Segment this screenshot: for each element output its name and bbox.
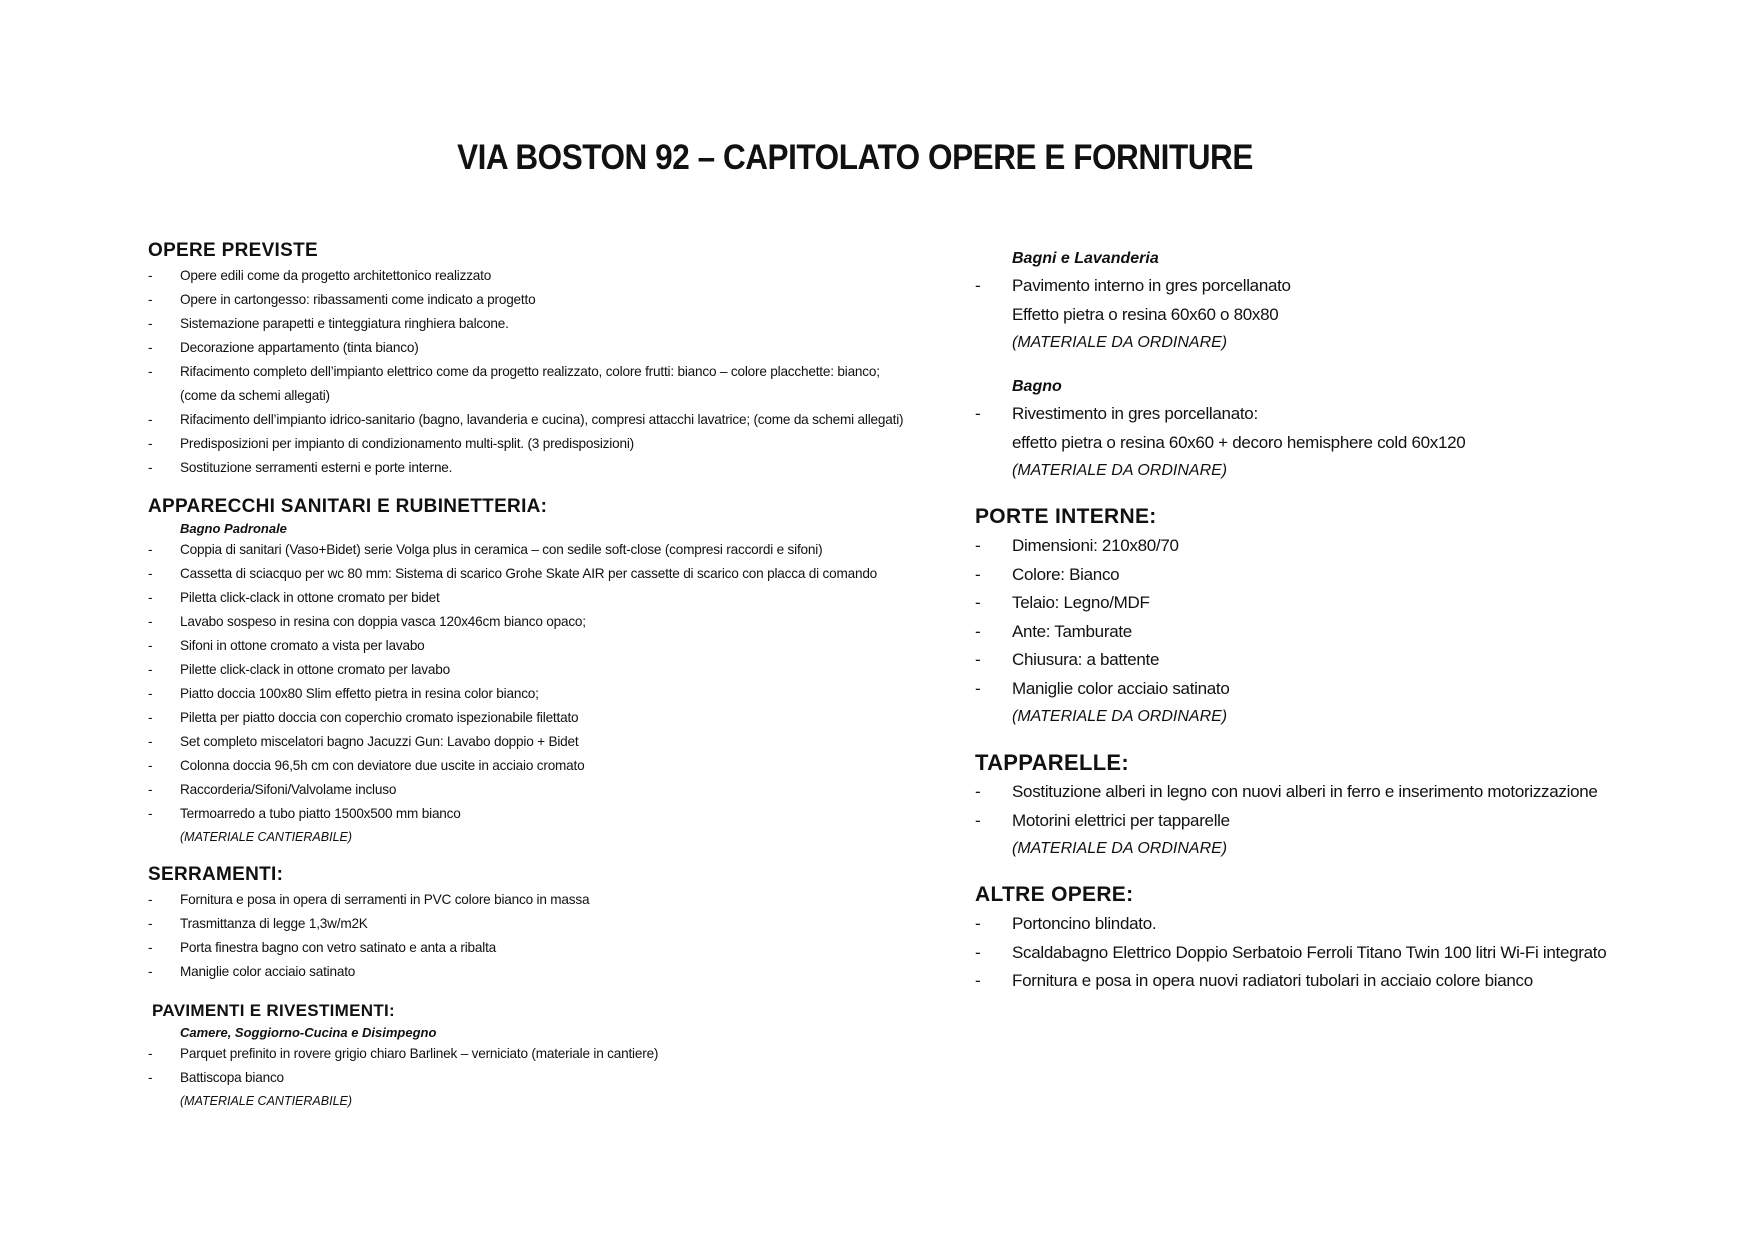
section-bagno [975,374,1735,484]
list-item: - Piletta per piatto doccia con coperchio cromato ispezionabile filettato [148,710,579,725]
material-note: (MATERIALE DA ORDINARE) [1012,334,1228,351]
material-note: (MATERIALE CANTIERABILE) [180,1094,353,1108]
list-item: - Opere in cartongesso: ribassamenti come indicato a progetto [148,292,536,307]
list-item: - Raccorderia/Sifoni/Valvolame incluso [148,782,397,797]
list-item: - Chiusura: a battente [975,650,1160,669]
list-item: - Opere edili come da progetto architettonico realizzato [148,268,492,283]
section-sanitari [148,494,978,848]
list-item: - Porta finestra bagno con vetro satinato e anta a ribalta [148,940,497,955]
list-item: - Portoncino blindato. [975,914,1157,933]
list-item: - Decorazione appartamento (tinta bianco) [148,340,419,355]
list-item: - Pavimento interno in gres porcellanato [975,276,1291,295]
section-altre-opere [975,880,1735,996]
list-item: - Trasmittanza di legge 1,3w/m2K [148,916,368,931]
material-note: (MATERIALE DA ORDINARE) [1012,840,1228,857]
list-item: - Fornitura e posa in opera di serramenti in PVC colore bianco in massa [148,892,590,907]
section-porte-interne [975,502,1735,730]
list-item: - Piatto doccia 100x80 Slim effetto pietra in resina color bianco; [148,686,539,701]
section-heading: PORTE INTERNE: [975,505,1157,528]
list-item: - Sostituzione serramenti esterni e porte interne. [148,460,453,475]
list-item: - Ante: Tamburate [975,621,1132,641]
section-heading: PAVIMENTI E RIVESTIMENTI: [152,1001,395,1020]
bullet-list [975,910,1735,996]
material-note: (MATERIALE DA ORDINARE) [1012,462,1228,479]
list-item: - Parquet prefinito in rovere grigio chiaro Barlinek – verniciato (materiale in cantiere) [148,1046,659,1061]
right-column [975,246,1735,996]
list-item: - Colore: Bianco [975,564,1120,584]
section-heading: ALTRE OPERE: [975,883,1134,906]
list-item: - Rifacimento dell’impianto idrico-sanitario (bagno, lavanderia e cucina), compresi attacchi lavatrice; (come da schemi allegati) [148,412,904,427]
subsection-heading: Bagno [1012,378,1062,395]
section-serramenti [148,862,978,984]
list-item: - Sostituzione alberi in legno con nuovi alberi in ferro e inserimento motorizzazione [975,782,1598,801]
list-item-continuation: effetto pietra o resina 60x60 + decoro hemisphere cold 60x120 [1012,432,1466,452]
list-item: - Motorini elettrici per tapparelle [975,810,1230,830]
left-column [148,238,978,1112]
bullet-list [148,264,978,384]
list-item: - Termoarredo a tubo piatto 1500x500 mm bianco [148,806,461,821]
material-note: (MATERIALE CANTIERABILE) [180,830,353,844]
bullet-list [148,538,978,826]
page-title: VIA BOSTON 92 – CAPITOLATO OPERE E FORNITURE [457,138,1253,177]
list-item: - Set completo miscelatori bagno Jacuzzi Gun: Lavabo doppio + Bidet [148,734,579,749]
list-item: - Coppia di sanitari (Vaso+Bidet) serie Volga plus in ceramica – con sedile soft-close (compresi raccordi e sifoni) [148,542,823,557]
list-item: - Telaio: Legno/MDF [975,593,1150,612]
bullet-list [975,532,1735,703]
list-item: - Fornitura e posa in opera nuovi radiatori tubolari in acciaio colore bianco [975,971,1533,990]
list-item: - Predisposizioni per impianto di condizionamento multi-split. (3 predisposizioni) [148,436,634,451]
list-item-continuation: Effetto pietra o resina 60x60 o 80x80 [1012,304,1279,324]
material-note: (MATERIALE DA ORDINARE) [1012,708,1228,725]
list-item: - Lavabo sospeso in resina con doppia vasca 120x46cm bianco opaco; [148,614,586,629]
bullet-list [148,408,978,480]
list-item: - Rivestimento in gres porcellanato: [975,404,1258,423]
list-item: - Pilette click-clack in ottone cromato per lavabo [148,662,450,677]
section-opere-previste [148,238,978,480]
subsection-heading: Bagni e Lavanderia [1012,250,1159,267]
list-item: - Cassetta di sciacquo per wc 80 mm: Sistema di scarico Grohe Skate AIR per cassette di scarico con placca di comando [148,566,878,581]
list-item: - Maniglie color acciaio satinato [148,964,356,979]
list-item: - Rifacimento completo dell’impianto elettrico come da progetto realizzato, colore frutti: bianco – colore placchette: bianco; [148,364,880,379]
section-heading: APPARECCHI SANITARI E RUBINETTERIA: [148,496,548,517]
bullet-list [975,778,1735,835]
section-heading: OPERE PREVISTE [148,240,318,261]
section-tapparelle [975,748,1735,862]
bullet-list [148,888,978,984]
list-item: - Battiscopa bianco [148,1070,284,1085]
section-bagni-lavanderia [975,246,1735,356]
bullet-list [975,272,1735,301]
list-item: - Scaldabagno Elettrico Doppio Serbatoio Ferroli Titano Twin 100 litri Wi-Fi integrato [975,942,1607,962]
list-item: - Piletta click-clack in ottone cromato per bidet [148,590,440,605]
bullet-list [148,1042,978,1090]
list-item: - Maniglie color acciaio satinato [975,678,1230,698]
section-pavimenti [148,998,978,1112]
bullet-list [975,400,1735,429]
subsection-heading: Bagno Padronale [180,521,287,536]
section-heading: SERRAMENTI: [148,864,284,885]
section-heading: TAPPARELLE: [975,750,1130,775]
subsection-heading: Camere, Soggiorno-Cucina e Disimpegno [180,1025,437,1040]
list-item-continuation: (come da schemi allegati) [180,388,330,403]
list-item: - Dimensioni: 210x80/70 [975,536,1179,555]
list-item: - Colonna doccia 96,5h cm con deviatore due uscite in acciaio cromato [148,758,585,773]
list-item: - Sistemazione parapetti e tinteggiatura ringhiera balcone. [148,316,509,331]
list-item: - Sifoni in ottone cromato a vista per lavabo [148,638,425,653]
